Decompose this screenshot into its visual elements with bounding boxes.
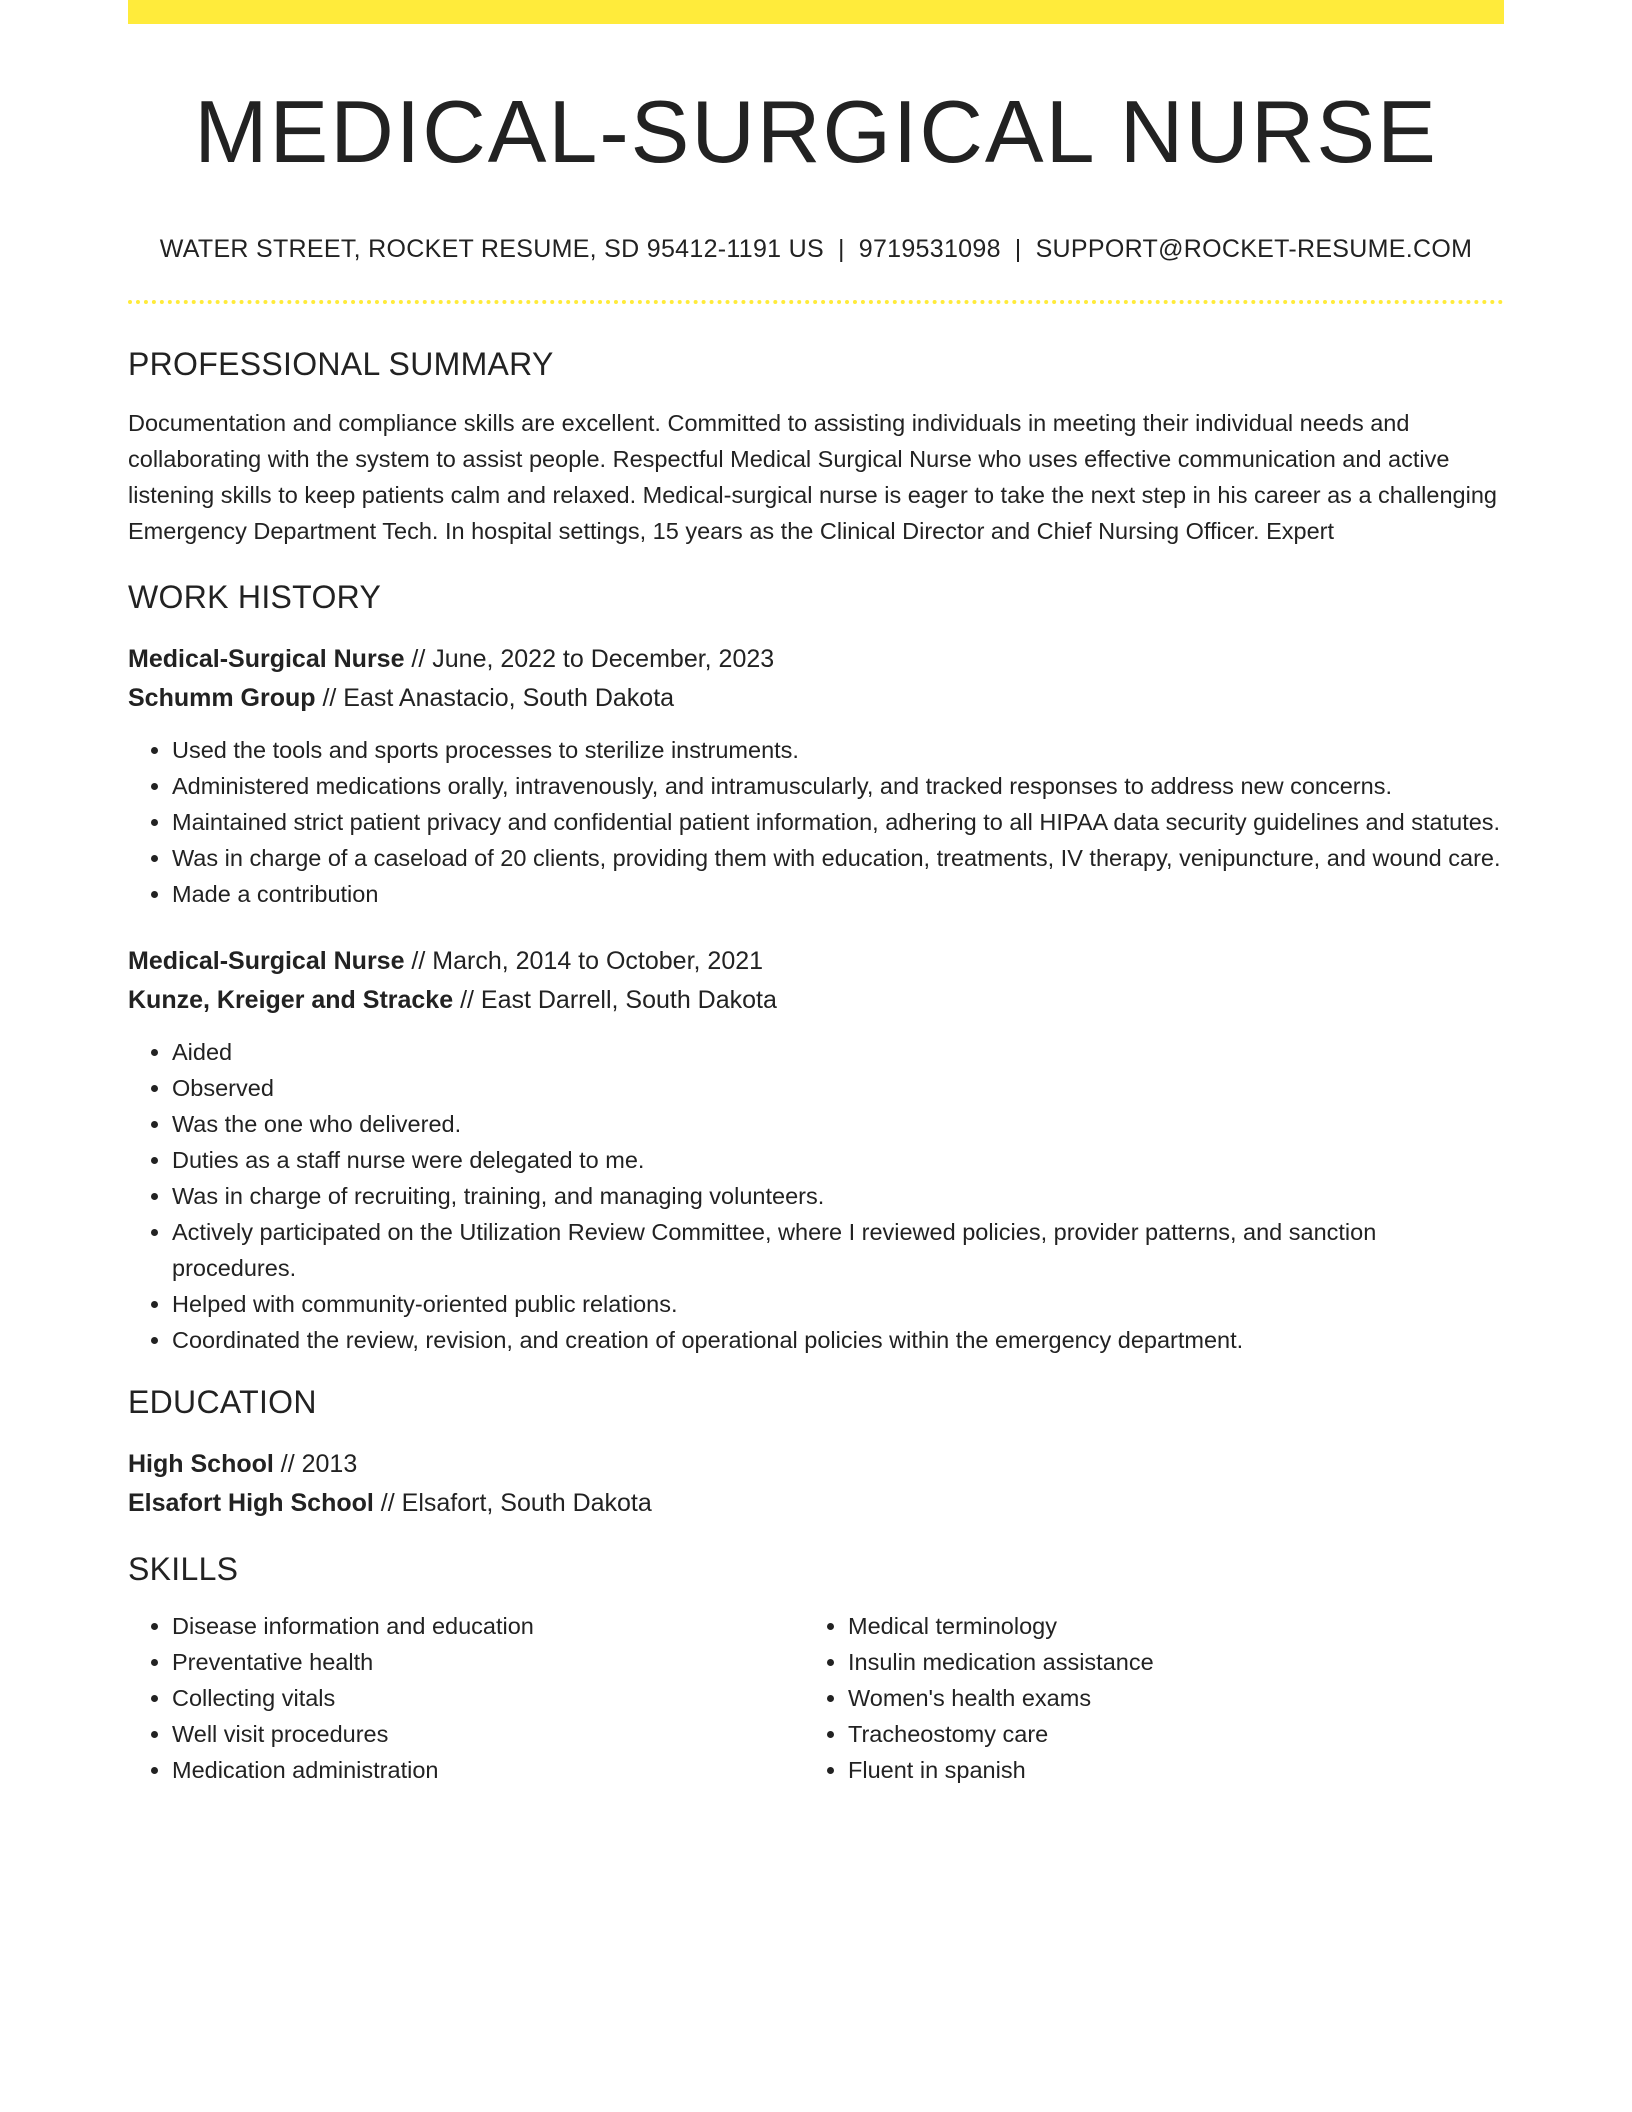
job-bullets [128, 1034, 1504, 1358]
skill-item: • Well visit procedures [172, 1716, 804, 1752]
bullet-item: • Was the one who delivered. [172, 1106, 1504, 1142]
skill-item: • Fluent in spanish [848, 1752, 1480, 1788]
contact-line [128, 235, 1504, 264]
skill-item: • Medication administration [172, 1752, 804, 1788]
section-title-work-history: WORK HISTORY [128, 578, 382, 615]
section-title-education: EDUCATION [128, 1383, 317, 1420]
skill-item: • Medical terminology [848, 1608, 1480, 1644]
skills-list-left [128, 1608, 804, 1788]
job-company: Schumm Group [128, 683, 316, 712]
contact-separator: | [1014, 234, 1022, 263]
bullet-item: • Helped with community-oriented public relations. [172, 1286, 1504, 1322]
education-location: // Elsafort, South Dakota [373, 1488, 652, 1517]
bullet-item: • Used the tools and sports processes to sterilize instruments. [172, 732, 1504, 768]
job-dates: // March, 2014 to October, 2021 [404, 946, 764, 975]
job-role-line [128, 942, 1504, 981]
job-role: Medical-Surgical Nurse [128, 946, 405, 975]
job-location: // East Darrell, South Dakota [453, 985, 777, 1014]
skill-item: • Disease information and education [172, 1608, 804, 1644]
bullet-item: • Coordinated the review, revision, and creation of operational policies within the emergency department. [172, 1322, 1504, 1358]
bullet-item: • Aided [172, 1034, 1504, 1070]
bullet-item: • Actively participated on the Utilization Review Committee, where I reviewed policies, provider patterns, and sanction procedures. [172, 1214, 1504, 1286]
job-bullets [128, 732, 1504, 912]
section-title-skills: SKILLS [128, 1550, 239, 1587]
bullet-item: • Maintained strict patient privacy and confidential patient information, adhering to all HIPAA data security guidelines and statutes. [172, 804, 1504, 840]
bullet-item: • Was in charge of recruiting, training, and managing volunteers. [172, 1178, 1504, 1214]
summary-text: Documentation and compliance skills are excellent. Committed to assisting individuals in meeting their individual needs and collaborating with the system to assist people. Respectful Medical Surgical Nurse who uses effective communication and active listening skills to keep patients calm and relaxed. Medical-surgical nurse is eager to take the next step in his career as a challenging Emergency Department Tech. In hospital settings, 15 years as the Clinical Director and Chief Nursing Officer. Expert [128, 409, 1497, 544]
education-year: // 2013 [273, 1449, 358, 1478]
skill-item: • Insulin medication assistance [848, 1644, 1480, 1680]
phone[interactable]: 9719531098 [858, 234, 1001, 263]
resume-title: MEDICAL-SURGICAL NURSE [194, 82, 1438, 181]
skills-columns [128, 1608, 1504, 1788]
job-entry [128, 640, 1504, 912]
contact-separator: | [837, 234, 845, 263]
skill-item: • Collecting vitals [172, 1680, 804, 1716]
skill-item: • Tracheostomy care [848, 1716, 1480, 1752]
job-company-line [128, 679, 1504, 718]
email[interactable]: SUPPORT@ROCKET-RESUME.COM [1035, 234, 1473, 263]
address: WATER STREET, ROCKET RESUME, SD 95412-1191 US [159, 234, 824, 263]
bullet-item: • Administered medications orally, intravenously, and intramuscularly, and tracked responses to address new concerns. [172, 768, 1504, 804]
education-school: Elsafort High School [128, 1488, 374, 1517]
job-company-line [128, 981, 1504, 1020]
education-school-line [128, 1484, 1504, 1523]
resume-page [128, 0, 1504, 1788]
bullet-item: • Observed [172, 1070, 1504, 1106]
education-entry [128, 1445, 1504, 1523]
section-title-summary: PROFESSIONAL SUMMARY [128, 345, 554, 382]
job-entry [128, 942, 1504, 1358]
job-dates: // June, 2022 to December, 2023 [404, 644, 775, 673]
bullet-item: • Duties as a staff nurse were delegated to me. [172, 1142, 1504, 1178]
job-company: Kunze, Kreiger and Stracke [128, 985, 454, 1014]
bullet-item: • Made a contribution [172, 876, 1504, 912]
accent-top-bar [128, 0, 1504, 24]
education-degree-line [128, 1445, 1504, 1484]
bullet-item: • Was in charge of a caseload of 20 clients, providing them with education, treatments, IV therapy, venipuncture, and wound care. [172, 840, 1504, 876]
job-location: // East Anastacio, South Dakota [315, 683, 675, 712]
job-role-line [128, 640, 1504, 679]
skills-list-right [804, 1608, 1480, 1788]
education-degree: High School [128, 1449, 274, 1478]
skill-item: • Preventative health [172, 1644, 804, 1680]
skill-item: • Women's health exams [848, 1680, 1480, 1716]
job-role: Medical-Surgical Nurse [128, 644, 405, 673]
dotted-divider [128, 300, 1504, 304]
